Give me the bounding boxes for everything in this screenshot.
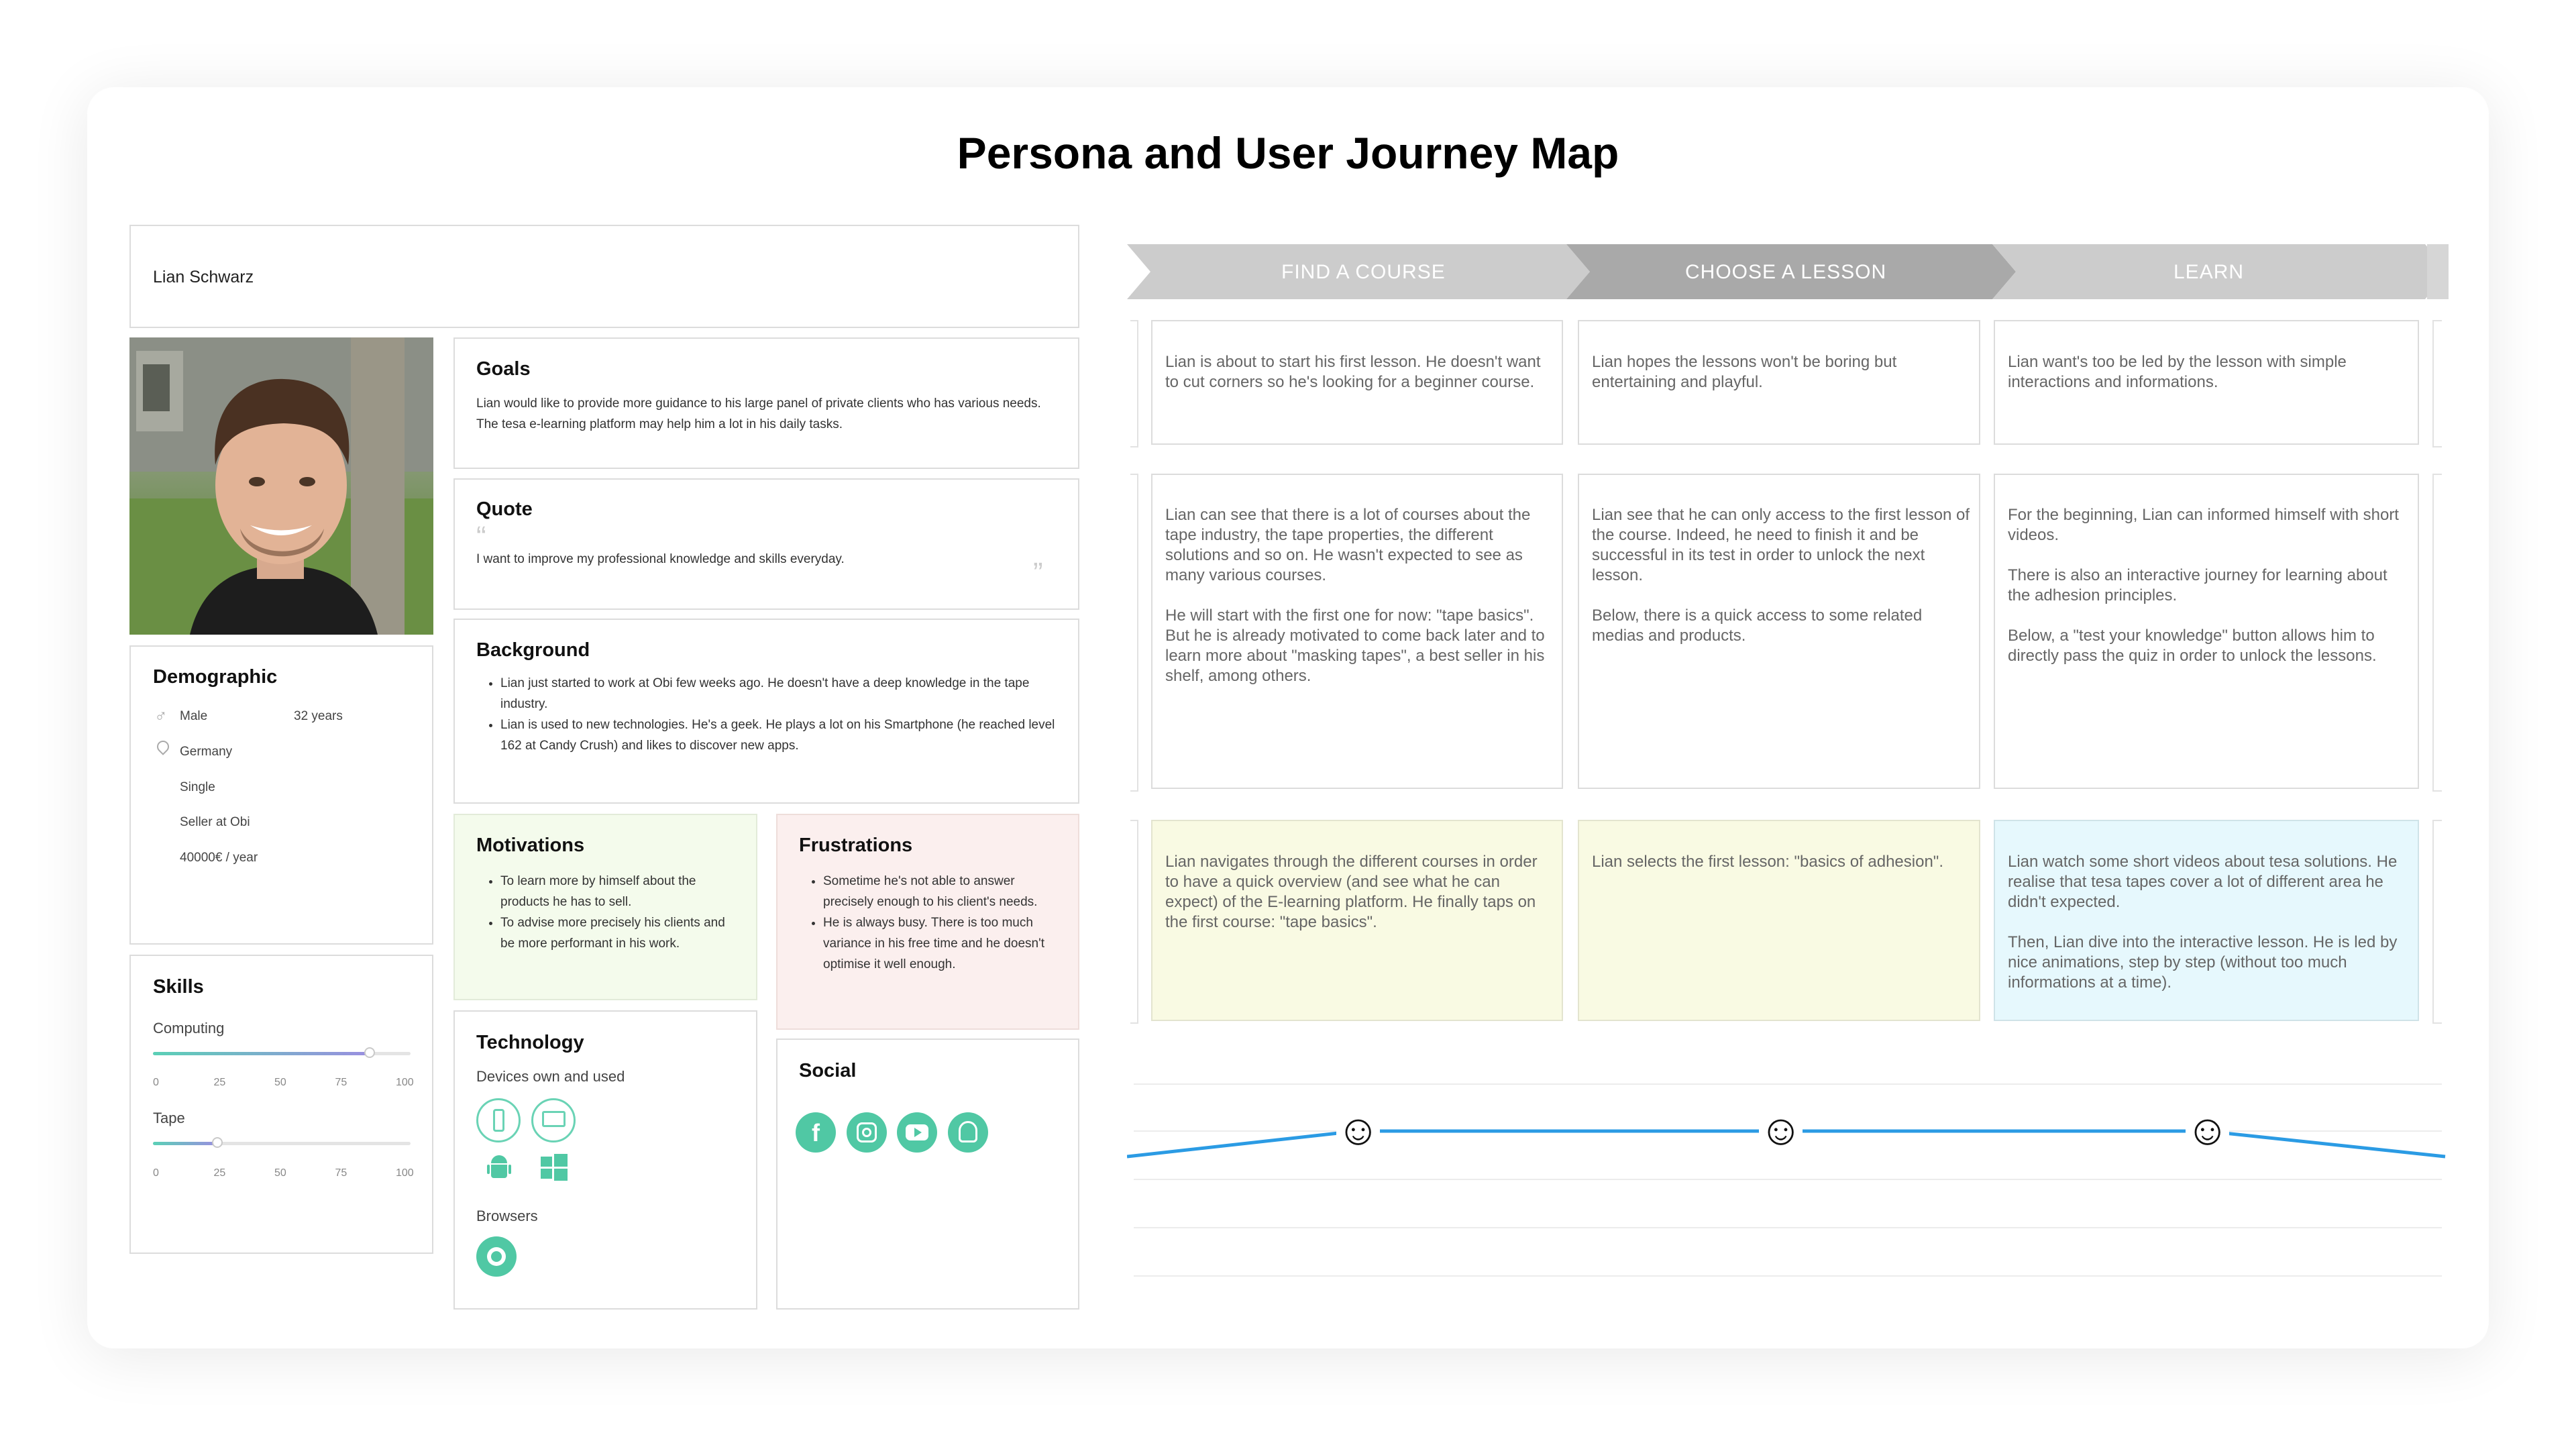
instagram-icon[interactable]	[847, 1112, 887, 1153]
edge-stub	[1130, 474, 1138, 792]
skill-tick-label: 0	[153, 1167, 159, 1179]
quote-text: I want to improve my professional knowledge and skills everyday.	[476, 552, 845, 566]
skill-tick-label: 75	[335, 1167, 347, 1179]
technology-heading: Technology	[476, 1032, 584, 1053]
smiley-icon: ☺	[1759, 1106, 1803, 1154]
persona-photo-drawing	[129, 337, 433, 635]
skill-label: Computing	[153, 1020, 225, 1036]
stage-action-text: Lian watch some short videos about tesa solutions. He realise that tesa tapes cover a lot of different area he didn't expected. Then, Lian dive into the interactive lesson. He is led by nice animations, step by step (without too much informations at a time).	[2008, 853, 2398, 992]
youtube-icon[interactable]	[897, 1112, 937, 1153]
stage-label: CHOOSE A LESSON	[1685, 261, 1887, 283]
skill-handle[interactable]	[212, 1137, 223, 1148]
edge-stub	[2432, 474, 2442, 792]
skill-tick-label: 50	[274, 1077, 286, 1088]
stage-label: LEARN	[2174, 261, 2245, 283]
stage-expectation-text: Lian want's too be led by the lesson with simple interactions and informations.	[2008, 353, 2347, 391]
skill-tick-label: 100	[396, 1077, 414, 1088]
quote-close-mark: ”	[1033, 557, 1043, 590]
persona-photo	[129, 337, 433, 635]
windows-icon	[541, 1154, 568, 1181]
skill-tick-label: 25	[213, 1167, 226, 1179]
browsers-label: Browsers	[476, 1208, 538, 1224]
stage-expectation-text: Lian hopes the lessons won't be boring but entertaining and playful.	[1592, 353, 1897, 391]
motivations-heading: Motivations	[476, 835, 585, 856]
demographic-gender: Male	[180, 709, 208, 723]
skill-fill	[153, 1052, 370, 1055]
page-title: Persona and User Journey Map	[957, 128, 1619, 178]
stage-label: FIND A COURSE	[1281, 261, 1446, 283]
skill-ticks	[153, 1167, 414, 1182]
monitor-icon	[531, 1098, 576, 1142]
skills-heading: Skills	[153, 976, 204, 998]
demographic-job: Seller at Obi	[180, 815, 250, 829]
demographic-status: Single	[180, 780, 215, 794]
motivation-item: • To advise more precisely his clients and be more performant in his work.	[500, 912, 739, 954]
skill-label: Tape	[153, 1110, 185, 1126]
persona-name-box	[129, 225, 1079, 328]
smiley-icon: ☺	[1336, 1106, 1381, 1154]
skill-tick-label: 50	[274, 1167, 286, 1179]
quote-open-mark: “	[476, 521, 486, 553]
stage-action-text: Lian navigates through the different courses in order to have a quick overview (and see what he can expect) of the E-learning platform. He finally taps on the first course: "tape basics".	[1165, 853, 1538, 931]
skill-tick-label: 100	[396, 1167, 414, 1179]
frustration-item: • Sometime he's not able to answer precisely enough to his client's needs.	[823, 871, 1067, 912]
motivation-item: • To learn more by himself about the products he has to sell.	[500, 871, 739, 912]
frustration-item: • He is always busy. There is too much variance in his free time and he doesn't optimise it well enough.	[823, 912, 1067, 975]
background-list	[476, 673, 1060, 756]
edge-stub	[2432, 320, 2442, 447]
stage-experience-text: Lian can see that there is a lot of courses about the tape industry, the tape properties, the different solutions and so on. He wasn't expected to see as many various courses. He will start with the first one for now: "tape basics". But he is already motivated to come back later and to learn more about "masking tapes", a best seller in his shelf, among others.	[1165, 506, 1545, 685]
demographic-income: 40000€ / year	[180, 851, 258, 865]
motivations-list	[476, 871, 739, 954]
smartphone-icon	[476, 1098, 521, 1142]
goals-heading: Goals	[476, 358, 531, 380]
demographic-box	[129, 645, 433, 945]
stage-experience-text: Lian see that he can only access to the first lesson of the course. Indeed, he need to finish it and be successful in its test in order to unlock the next lesson. Below, there is a quick access to some related medias and products.	[1592, 506, 1970, 645]
quote-box	[453, 478, 1079, 610]
skills-box	[129, 955, 433, 1254]
frustrations-list	[799, 871, 1067, 975]
stage-action-card	[1578, 820, 1980, 1021]
demographic-heading: Demographic	[153, 666, 278, 688]
skill-ticks	[153, 1077, 414, 1092]
android-icon	[487, 1155, 511, 1182]
skill-tick-label: 0	[153, 1077, 159, 1088]
quote-heading: Quote	[476, 498, 533, 520]
edge-stub	[1130, 820, 1138, 1024]
frustrations-heading: Frustrations	[799, 835, 913, 856]
skill-fill	[153, 1142, 217, 1145]
social-heading: Social	[799, 1060, 857, 1081]
stage-experience-text: For the beginning, Lian can informed himself with short videos. There is also an interactive journey for learning about the adhesion principles. Below, a "test your knowledge" button allows him to directly pass the quiz in order to unlock the lessons.	[2008, 506, 2399, 665]
background-heading: Background	[476, 639, 590, 661]
edge-stub	[1130, 320, 1138, 447]
goals-text: Lian would like to provide more guidance to his large panel of private clients who has various needs. The tesa e-learning platform may help him a lot in his daily tasks.	[476, 396, 1041, 431]
edge-stub	[2432, 820, 2442, 1024]
background-item: • Lian just started to work at Obi few weeks ago. He doesn't have a deep knowledge in the tape industry.	[500, 673, 1060, 714]
skill-slider-computing[interactable]	[153, 1052, 411, 1056]
persona-name: Lian Schwarz	[153, 268, 254, 286]
facebook-icon[interactable]: f	[796, 1112, 836, 1153]
snapchat-icon[interactable]	[948, 1112, 988, 1153]
male-icon: ♂	[154, 706, 168, 726]
background-item: • Lian is used to new technologies. He's a geek. He plays a lot on his Smartphone (he reached level 162 at Candy Crush) and likes to discover new apps.	[500, 714, 1060, 756]
demographic-age: 32 years	[294, 709, 343, 723]
skill-tick-label: 25	[213, 1077, 226, 1088]
skill-handle[interactable]	[364, 1047, 375, 1058]
demographic-location: Germany	[180, 745, 233, 759]
skill-tick-label: 75	[335, 1077, 347, 1088]
smiley-icon: ☺	[2186, 1106, 2230, 1154]
chrome-icon	[476, 1236, 517, 1277]
stage-action-text: Lian selects the first lesson: "basics of adhesion".	[1592, 853, 1943, 871]
stage-expectation-text: Lian is about to start his first lesson. He doesn't want to cut corners so he's looking for a beginner course.	[1165, 353, 1541, 391]
devices-label: Devices own and used	[476, 1068, 625, 1085]
skill-slider-tape[interactable]	[153, 1142, 411, 1146]
